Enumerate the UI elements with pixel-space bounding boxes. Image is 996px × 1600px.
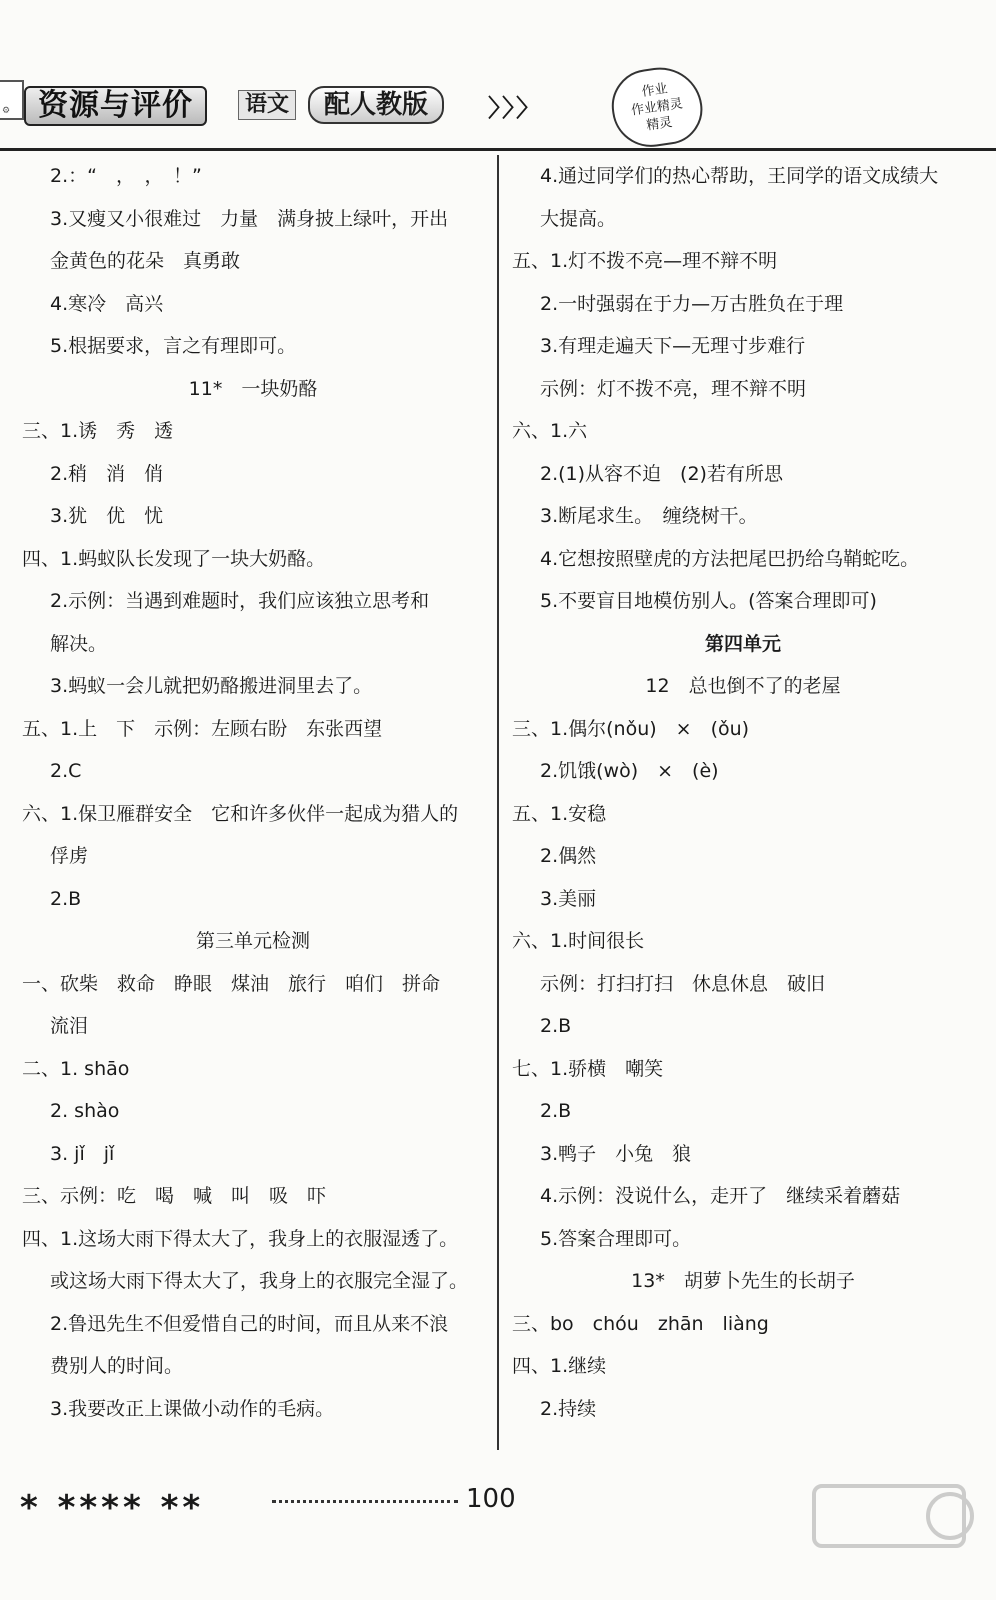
- stamp-line: 精灵: [645, 115, 674, 134]
- answer-line: 或这场大雨下得太大了，我身上的衣服完全湿了。: [50, 1270, 469, 1292]
- answer-line: 3.我要改正上课做小动作的毛病。: [50, 1397, 335, 1420]
- answer-line: 2.：“ ， ， ！”: [50, 165, 202, 187]
- answer-line: 四、1.这场大雨下得太大了，我身上的衣服湿透了。: [22, 1227, 459, 1250]
- answer-line: 六、1.时间很长: [512, 930, 645, 952]
- answer-line: 2.B: [540, 1015, 572, 1037]
- answer-line: 5.根据要求，言之有理即可。: [50, 335, 297, 357]
- answer-line: 七、1.骄横 嘲笑: [512, 1057, 664, 1080]
- chevron-icon: 〉〉〉: [488, 94, 542, 122]
- answer-line: 2.B: [50, 887, 82, 910]
- answer-line: 4.它想按照壁虎的方法把尾巴扔给乌鞘蛇吃。: [540, 547, 920, 570]
- logo-mark: ⚙: [0, 80, 24, 120]
- answer-line: 2.(1)从容不迫 (2)若有所思: [540, 462, 783, 485]
- dotted-leader: [272, 1500, 458, 1503]
- answer-line: 3.蚂蚁一会儿就把奶酪搬进洞里去了。: [50, 675, 373, 697]
- answer-line: 五、1.上 下 示例：左顾右盼 东张西望: [22, 717, 383, 740]
- answer-line: 六、1.保卫雁群安全 它和许多伙伴一起成为猎人的: [22, 802, 459, 825]
- answer-line: 4.通过同学们的热心帮助，王同学的语文成绩大: [540, 165, 939, 187]
- edition-badge: 配人教版: [308, 86, 444, 124]
- answer-line: 解决。: [50, 632, 108, 655]
- answer-line: 流泪: [50, 1015, 89, 1037]
- answer-line: 三、bo chóu zhān liàng: [512, 1312, 769, 1335]
- answer-line: 2.示例：当遇到难题时，我们应该独立思考和: [50, 590, 430, 612]
- section-heading: 12 总也倒不了的老屋: [645, 675, 841, 697]
- header-rule: [0, 148, 996, 151]
- answer-line: 五、1.安稳: [512, 802, 607, 825]
- answer-line: 5.答案合理即可。: [540, 1227, 692, 1250]
- answer-line: 2.一时强弱在于力—万古胜负在于理: [540, 292, 844, 315]
- answer-line: 3. jǐ jǐ: [50, 1142, 115, 1165]
- page-header: [0, 60, 996, 150]
- answer-line: 六、1.六: [512, 420, 588, 442]
- answer-line: 4.寒冷 高兴: [50, 292, 164, 315]
- answer-line: 大提高。: [540, 207, 617, 230]
- answer-line: 2.偶然: [540, 845, 597, 867]
- column-divider: [497, 155, 499, 1450]
- answer-line: 2.B: [540, 1100, 572, 1122]
- answer-line: 三、示例：吃 喝 喊 叫 吸 吓: [22, 1185, 327, 1207]
- answer-line: 3.断尾求生。 缠绕树干。: [540, 505, 758, 527]
- watermark-logo: [810, 1478, 980, 1588]
- answer-line: 2. shào: [50, 1100, 120, 1122]
- star-decoration: * **** **: [20, 1488, 205, 1528]
- right-column: [512, 155, 974, 1430]
- answer-line: 3.有理走遍天下—无理寸步难行: [540, 335, 806, 357]
- answer-line: 4.示例：没说什么，走开了 继续采着蘑菇: [540, 1185, 901, 1207]
- answer-line: 示例：灯不拨不亮，理不辩不明: [540, 377, 807, 400]
- answer-line: 2.鲁迅先生不但爱惜自己的时间，而且从来不浪: [50, 1312, 449, 1335]
- answer-line: 2.稍 消 俏: [50, 462, 164, 485]
- section-heading: 第四单元: [704, 632, 781, 655]
- answer-line: 金黄色的花朵 真勇敢: [50, 250, 241, 272]
- answer-line: 三、1.诱 秀 透: [22, 420, 174, 442]
- answer-line: 俘虏: [50, 845, 89, 867]
- stamp-logo: [607, 62, 707, 152]
- stamp-line: 作业: [640, 81, 669, 100]
- subject-tag: 语文: [238, 90, 296, 120]
- answer-line: 3.美丽: [540, 887, 597, 910]
- answer-line: 2.持续: [540, 1397, 597, 1420]
- answer-line: 3.犹 优 忧: [50, 505, 164, 527]
- answer-line: 四、1.蚂蚁队长发现了一块大奶酪。: [22, 547, 326, 570]
- answer-line: 2.C: [50, 760, 82, 782]
- answer-line: 示例：打扫打扫 休息休息 破旧: [540, 972, 826, 995]
- answer-line: 5.不要盲目地模仿别人。(答案合理即可): [540, 590, 877, 612]
- left-column: [22, 155, 484, 1430]
- section-heading: 第三单元检测: [195, 930, 310, 952]
- page-number: 100: [466, 1484, 516, 1514]
- answer-line: 三、1.偶尔(nǒu) × (ǒu): [512, 717, 750, 740]
- section-heading: 11* 一块奶酪: [188, 377, 318, 400]
- answer-line: 四、1.继续: [512, 1355, 607, 1377]
- answer-line: 一、砍柴 救命 睁眼 煤油 旅行 咱们 拼命: [22, 972, 441, 995]
- answer-line: 二、1. shāo: [22, 1057, 130, 1080]
- section-heading: 13* 胡萝卜先生的长胡子: [631, 1270, 855, 1292]
- stamp-line: 作业精灵: [630, 96, 684, 119]
- answer-line: 2.饥饿(wò) × (è): [540, 760, 719, 782]
- answer-line: 3.又瘦又小很难过 力量 满身披上绿叶，开出: [50, 207, 449, 230]
- book-title: 资源与评价: [24, 86, 207, 126]
- answer-line: 五、1.灯不拨不亮—理不辩不明: [512, 250, 778, 272]
- answer-line: 费别人的时间。: [50, 1355, 184, 1377]
- answer-line: 3.鸭子 小兔 狼: [540, 1142, 692, 1165]
